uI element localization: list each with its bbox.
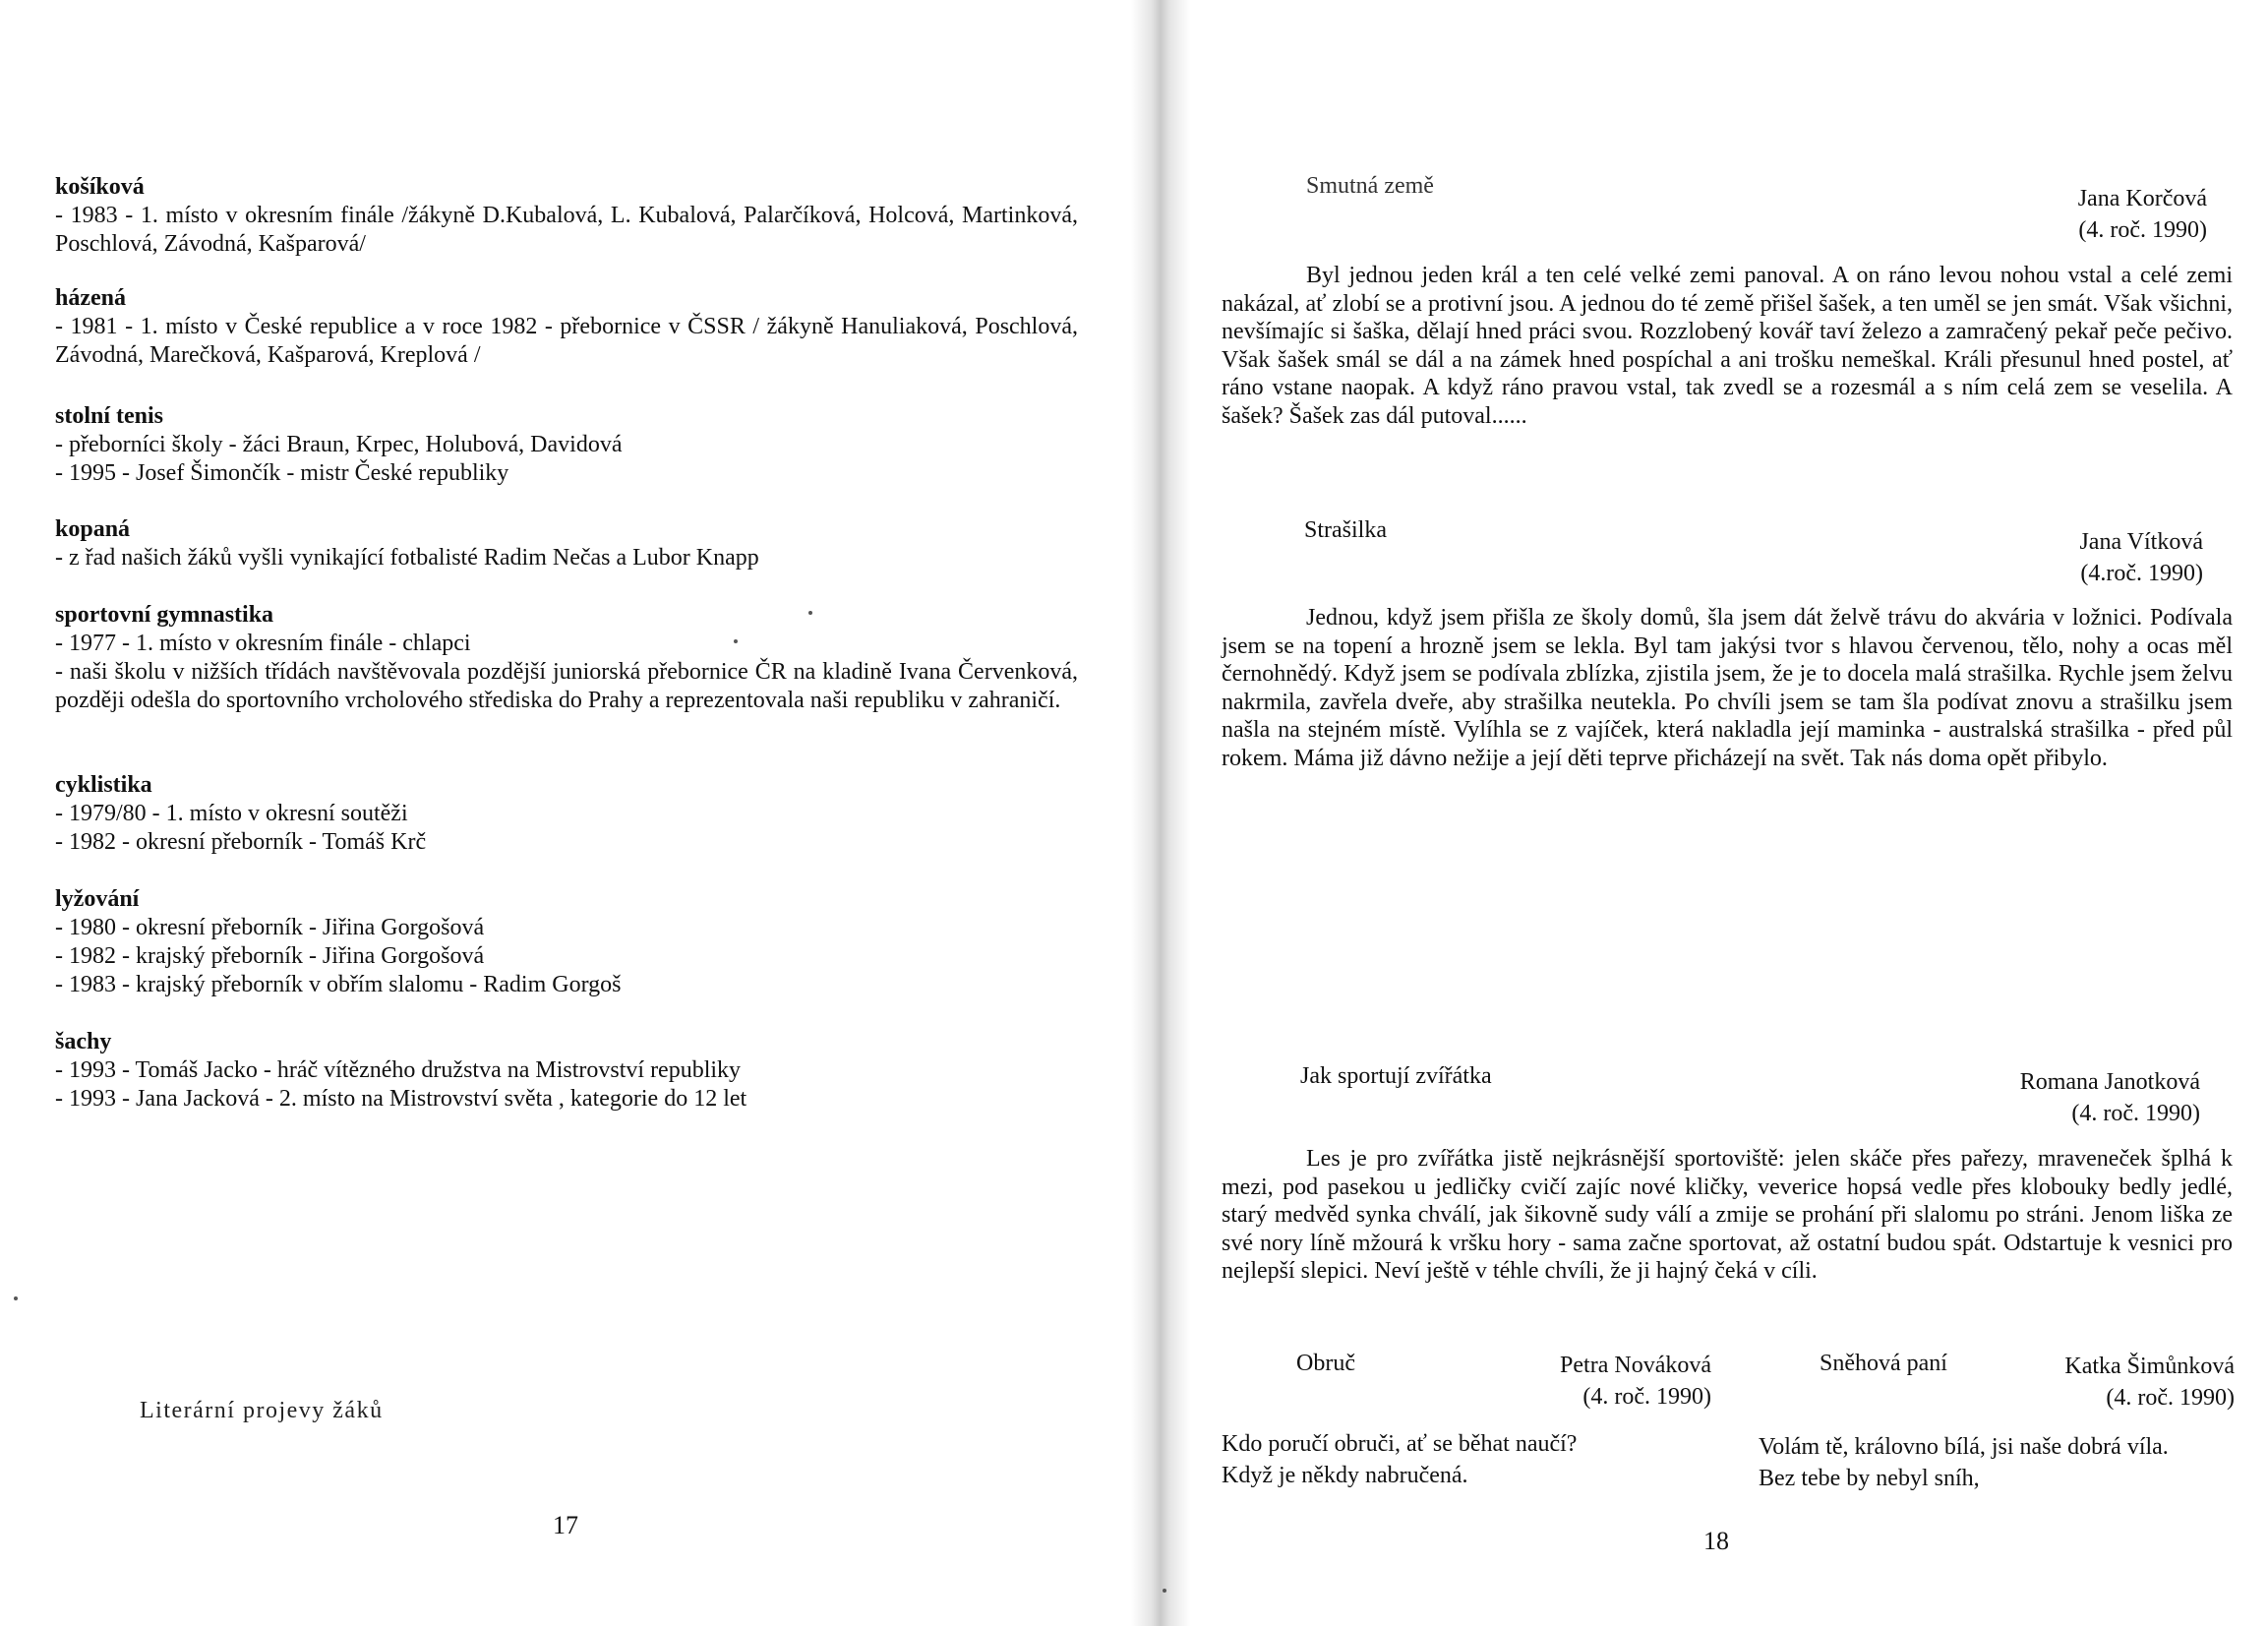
section-item: - 1995 - Josef Šimončík - mistr České republiky xyxy=(55,460,509,486)
section-kosikova xyxy=(55,173,1078,259)
section-cyklistika xyxy=(55,771,1078,857)
story-body xyxy=(1222,1145,2233,1286)
section-item: - 1982 - krajský přeborník - Jiřina Gorgošová xyxy=(55,943,485,969)
story-paragraph: Les je pro zvířátka jistě nejkrásnější sportoviště: jelen skáče přes pařezy, mraveneček šplhá k mezi, pod pasekou u jedličky cvičí zajíc nové kličky, veverice hopsá vedle přes klobouky bedly jedlé, starý medvěd synka chválí, jak šikovně sudy válí a zmije se prohání při slalomu po stráni. Jenom liška ze své nory líně mžourá k vršku hory - sama začne sportovat, až ostatní budou spát. Odstartuje k vesnici pro nejlepší slepici. Neví ještě v téhle chvíli, že ji hajný čeká v cíli. xyxy=(1222,1146,2233,1284)
poem-title: Sněhová paní xyxy=(1820,1351,1947,1376)
poem-line: Volám tě, královno bílá, jsi naše dobrá víla. xyxy=(1759,1434,2169,1460)
poem-text xyxy=(1222,1428,1577,1491)
poem-line: Bez tebe by nebyl sníh, xyxy=(1759,1466,1980,1491)
section-item: - 1993 - Jana Jacková - 2. místo na Mistrovství světa , kategorie do 12 let xyxy=(55,1086,747,1112)
section-heading: kopaná xyxy=(55,516,131,542)
poem-author xyxy=(1485,1350,1711,1413)
author-name: Romana Janotková xyxy=(2019,1069,2200,1095)
section-item: - 1983 - krajský přeborník v obřím slalomu - Radim Gorgoš xyxy=(55,972,622,997)
poem-line: Kdo poručí obruči, ať se běhat naučí? xyxy=(1222,1431,1578,1457)
section-item: - 1982 - okresní přeborník - Tomáš Krč xyxy=(55,829,427,855)
section-item: - 1980 - okresní přeborník - Jiřina Gorgošová xyxy=(55,915,485,940)
author-name: Katka Šimůnková xyxy=(2064,1354,2235,1379)
section-stolni-tenis xyxy=(55,402,1078,488)
section-heading: házená xyxy=(55,285,126,311)
story-title: Strašilka xyxy=(1304,517,1387,543)
story-title: Smutná země xyxy=(1306,173,1434,199)
section-heading: stolní tenis xyxy=(55,403,164,429)
story-title: Jak sportují zvířátka xyxy=(1300,1063,1492,1089)
scan-speck xyxy=(14,1296,18,1300)
section-heading: lyžování xyxy=(55,886,140,912)
scan-speck xyxy=(808,611,812,615)
section-item: - 1983 - 1. místo v okresním finále /žákyně D.Kubalová, L. Kubalová, Palarčíková, Holcová, Martinková, Poschlová, Závodná, Kašparová/ xyxy=(55,203,1078,257)
story-body xyxy=(1222,262,2233,430)
poem-line: Když je někdy nabručená. xyxy=(1222,1463,1468,1488)
section-heading: sportovní gymnastika xyxy=(55,602,274,628)
section-gymnastika xyxy=(55,601,1078,715)
author-class-year: (4.roč. 1990) xyxy=(2080,561,2203,586)
book-gutter xyxy=(1131,0,1190,1626)
poem-title: Obruč xyxy=(1296,1351,1355,1376)
author-class-year: (4. roč. 1990) xyxy=(2071,1101,2200,1126)
poem-text xyxy=(1759,1431,2169,1494)
section-heading: cyklistika xyxy=(55,772,152,798)
section-item: - naši školu v nižších třídách navštěvovala pozdější juniorská přebornice ČR na kladině Ivana Červenková, později odešla do sportovního vrcholového střediska do Prahy a reprezentovala naši republiku v zahraničí. xyxy=(55,659,1078,713)
section-item: - z řad našich žáků vyšli vynikající fotbalisté Radim Nečas a Lubor Knapp xyxy=(55,545,759,571)
section-item: - 1981 - 1. místo v České republice a v roce 1982 - přebornice v ČSSR / žákyně Hanuliaková, Poschlová, Závodná, Marečková, Kašparová, Kreplová / xyxy=(55,314,1078,368)
left-page xyxy=(0,0,1131,1626)
right-page xyxy=(1190,0,2268,1626)
footer-caption: Literární projevy žáků xyxy=(140,1398,384,1423)
author-name: Petra Nováková xyxy=(1560,1353,1711,1378)
scan-speck xyxy=(1163,1589,1166,1593)
scan-speck xyxy=(734,639,738,643)
story-body xyxy=(1222,604,2233,772)
author-name: Jana Vítková xyxy=(2079,529,2203,555)
story-paragraph: Jednou, když jsem přišla ze školy domů, šla jsem dát želvě trávu do akvária v ložnici. Podívala jsem se na topení a hrozně jsem se lekla. Byl tam jakýsi tvor s hlavou červenou, tělo, nohy a ocas měl černohnědý. Když jsem se podívala zblízka, zjistila jsem, že je to docela malá strašilka. Rychle jsem želvu nakrmila, zavřela dveře, aby strašilka neutekla. Po chvíli jsem se tam šla podívat znovu a strašilku jsem našla na stejném místě. Vylíhla se z vajíček, která nakladla její maminka - australská strašilka - před půl rokem. Máma již dávno nežije a její děti teprve přicházejí na svět. Tak nás doma opět přibylo. xyxy=(1222,605,2233,771)
poem-author xyxy=(1977,1351,2235,1414)
story-author xyxy=(1879,1066,2200,1129)
section-item: - přeborníci školy - žáci Braun, Krpec, Holubová, Davidová xyxy=(55,432,623,457)
section-hazena xyxy=(55,284,1078,370)
page-number: 18 xyxy=(1703,1527,1729,1555)
author-name: Jana Korčová xyxy=(2077,186,2207,211)
story-author xyxy=(1879,183,2207,246)
story-paragraph: Byl jednou jeden král a ten celé velké zemi panoval. A on ráno levou nohou vstal a celé zemi nakázal, ať zlobí se a protivní jsou. A jednou do té země přišel šašek, a ten uměl se jen smát. Však všichni, nevšímajíc si šaška, dělají hned práci svou. Rozzlobený kovář taví železo a zamračený pekař peče pečivo. Však šašek smál se dál a na zámek hned pospíchal a ani trošku nemeškal. Králi přesunul hned postel, ať ráno vstane naopak. A když ráno pravou vstal, tak zvedl se a rozesmál a s ním celá zem se veselila. A šašek? Šašek zas dál putoval...... xyxy=(1222,263,2233,429)
section-item: - 1993 - Tomáš Jacko - hráč vítězného družstva na Mistrovství republiky xyxy=(55,1057,742,1083)
author-class-year: (4. roč. 1990) xyxy=(2078,217,2207,243)
section-lyzovani xyxy=(55,885,1078,999)
story-author xyxy=(1879,526,2203,589)
author-class-year: (4. roč. 1990) xyxy=(2106,1385,2235,1411)
author-class-year: (4. roč. 1990) xyxy=(1582,1384,1711,1410)
section-kopana xyxy=(55,515,1078,572)
page-number: 17 xyxy=(553,1511,578,1539)
section-heading: šachy xyxy=(55,1029,112,1054)
section-heading: košíková xyxy=(55,174,145,200)
section-sachy xyxy=(55,1028,1078,1114)
section-item: - 1977 - 1. místo v okresním finále - chlapci xyxy=(55,631,471,656)
section-item: - 1979/80 - 1. místo v okresní soutěži xyxy=(55,801,408,826)
